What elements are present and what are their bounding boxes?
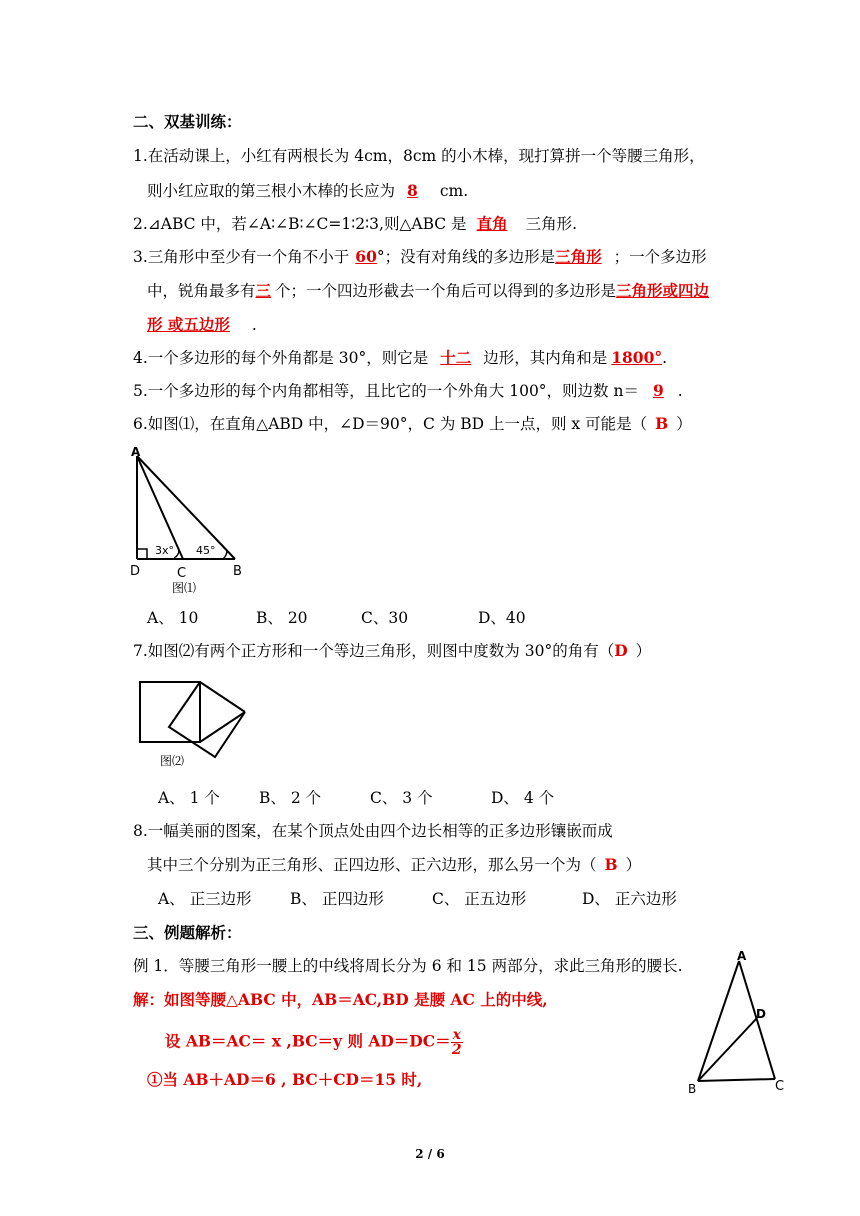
q7-option-d[interactable]: D、 4 个 <box>491 789 555 807</box>
q3-line2: 中，锐角最多有三 个；一个四边形截去一个角后可以得到的多边形是三角形或四边 <box>147 281 710 300</box>
fig2-square-1 <box>140 682 200 742</box>
example-1-solution-line1: 解：如图等腰△ABC 中，AB＝AC,BD 是腰 AC 上的中线, <box>133 990 548 1009</box>
ex1-label-d: D <box>756 1007 766 1021</box>
q6-line: 6.如图⑴，在直角△ABD 中，∠D＝90°，C 为 BD 上一点，则 x 可能是（ B ） <box>133 414 692 433</box>
fig1-label-b: B <box>233 564 242 579</box>
q6-option-a[interactable]: A、 10 <box>147 609 199 627</box>
q7-option-a[interactable]: A、 1 个 <box>158 789 220 807</box>
q8-option-b[interactable]: B、 正四边形 <box>290 890 384 908</box>
ex1-label-c: C <box>775 1079 785 1094</box>
ex1-label-b: B <box>688 1082 697 1096</box>
ex1-side-ab <box>698 961 739 1081</box>
q1-answer: 8 <box>407 181 418 200</box>
fig1-label-c: C <box>177 566 187 581</box>
q8-option-a[interactable]: A、 正三边形 <box>158 890 252 908</box>
q3-line3: 形 或五边形 . <box>147 315 257 334</box>
q7-option-c[interactable]: C、 3 个 <box>370 789 433 807</box>
fig1-angle-3x: 3x° <box>155 544 175 557</box>
fig1-angle-arc-c <box>174 550 179 558</box>
fig1-label-d: D <box>130 564 141 579</box>
q3-answer-3: 三 <box>255 281 272 300</box>
page-number: 2 / 6 <box>415 1147 445 1161</box>
fig2-triangle-side-1 <box>200 682 245 712</box>
ex1-median-bd <box>698 1018 757 1081</box>
q8-line1: 8.一幅美丽的图案，在某个顶点处由四个边长相等的正多边形镶嵌而成 <box>133 822 613 840</box>
example-1-solution-line2: 设 AB＝AC＝ x ,BC＝y 则 AD＝DC＝ $\frac{x}{2}$ <box>165 1027 462 1058</box>
fig1-caption: 图⑴ <box>172 581 197 595</box>
fig1-side-ab <box>137 456 235 559</box>
q8-line2: 其中三个分别为正三角形、正四边形、正六边形，那么另一个为（ B ） <box>147 855 642 874</box>
example-1-text: 例 1．等腰三角形一腰上的中线将周长分为 6 和 15 两部分，求此三角形的腰长. <box>133 957 683 975</box>
q3-answer-4a: 三角形或四边 <box>616 281 710 300</box>
fig2-triangle-side-2 <box>200 712 245 742</box>
figure-1 <box>128 446 253 596</box>
figure-2 <box>133 676 253 776</box>
q7-answer: D <box>614 641 628 660</box>
q3-answer-1: 60 <box>355 247 377 266</box>
fig1-angle-45: 45° <box>196 544 216 557</box>
q5-answer: 9 <box>652 381 664 400</box>
section-2-title: 二、双基训练： <box>133 112 242 131</box>
q4-answer-2: 1800° <box>611 348 663 367</box>
fig2-caption: 图⑵ <box>160 754 185 768</box>
q1-line1: 1.在活动课上，小红有两根长为 4cm，8cm 的小木棒，现打算拼一个等腰三角形， <box>133 147 705 165</box>
fig1-angle-arc-b <box>223 551 227 559</box>
q6-option-b[interactable]: B、 20 <box>256 609 308 627</box>
q3-answer-4b: 形 或五边形 <box>147 315 230 334</box>
q8-option-d[interactable]: D、 正六边形 <box>582 890 677 908</box>
q6-option-c[interactable]: C、30 <box>361 609 409 627</box>
section-3-title: 三、例题解析： <box>133 923 242 942</box>
ex1-side-bc <box>698 1079 775 1081</box>
fig1-right-angle-mark <box>137 549 147 559</box>
q4-line: 4.一个多边形的每个外角都是 30°，则它是 十二 边形，其内角和是 1800°. <box>133 348 668 367</box>
q1-line2: 则小红应取的第三根小木棒的长应为 8 cm. <box>147 181 469 200</box>
q8-option-c[interactable]: C、 正五边形 <box>432 890 527 908</box>
q5-line: 5.一个多边形的每个内角都相等，且比它的一个外角大 100°，则边数 n＝ 9 . <box>133 381 683 400</box>
q2-line: 2.⊿ABC 中，若∠A∶∠B∶∠C=1∶2∶3,则△ABC 是 直角 三角形. <box>133 214 578 233</box>
fraction-x-over-2: $\frac{x}{2}$ <box>451 1027 462 1058</box>
example-1-solution-line3: ①当 AB＋AD＝6 , BC＋CD＝15 时, <box>147 1070 423 1089</box>
ex1-label-a: A <box>737 949 747 963</box>
q7-option-b[interactable]: B、 2 个 <box>259 789 322 807</box>
q6-option-d[interactable]: D、40 <box>478 609 526 627</box>
q2-answer: 直角 <box>476 214 508 233</box>
q8-answer: B <box>604 855 618 874</box>
q3-line1: 3.三角形中至少有一个角不小于 60°；没有对角线的多边形是三角形 ；一个多边形 <box>133 247 707 266</box>
q3-answer-2: 三角形 <box>555 247 602 266</box>
q6-answer: B <box>655 414 669 433</box>
q4-answer-1: 十二 <box>440 348 472 367</box>
q7-line: 7.如图⑵有两个正方形和一个等边三角形，则图中度数为 30°的角有（D ） <box>133 641 652 660</box>
fig1-label-a: A <box>131 446 141 459</box>
example-1-figure <box>684 944 794 1099</box>
